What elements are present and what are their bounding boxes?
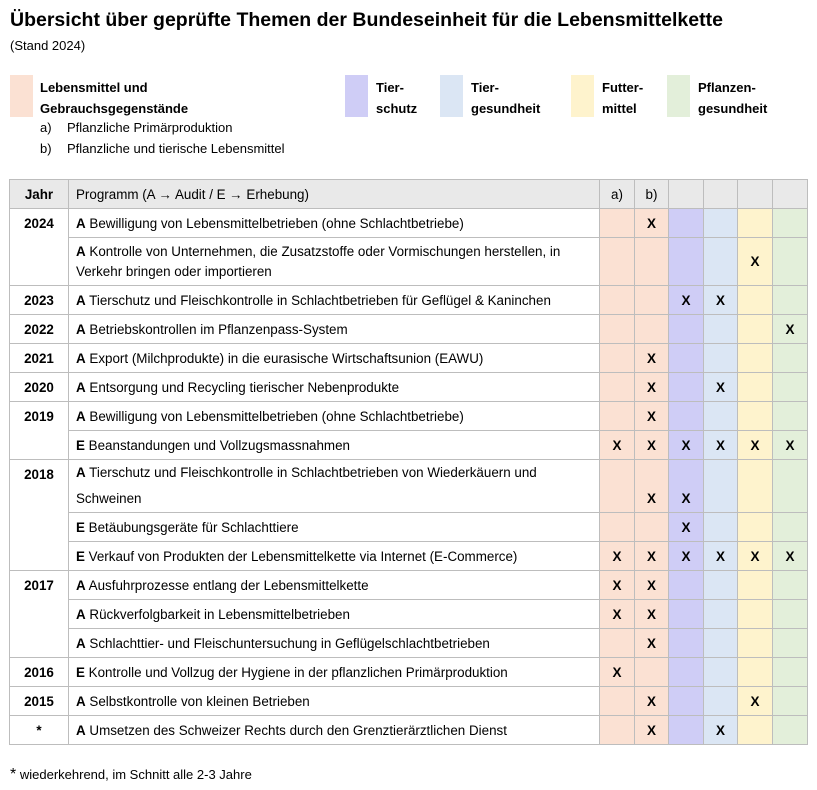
mark-cell: X bbox=[635, 431, 669, 460]
program-cell bbox=[69, 600, 600, 629]
mark-cell: X bbox=[600, 600, 635, 629]
program-text: Selbstkontrolle von kleinen Betrieben bbox=[89, 693, 310, 709]
program-cell bbox=[69, 238, 600, 286]
program-type: A bbox=[76, 292, 86, 308]
program-cell bbox=[69, 315, 600, 344]
programs-table bbox=[9, 179, 808, 745]
legend-label-lebensmittel: Lebensmittel und Gebrauchsgegenstände bbox=[40, 80, 189, 116]
mark-cell bbox=[600, 315, 635, 344]
legend-swatch-tierschutz bbox=[345, 75, 368, 117]
mark-cell: X bbox=[635, 629, 669, 658]
mark-cell: X bbox=[738, 687, 773, 716]
year-cell: 2024 bbox=[10, 209, 69, 286]
table-header-row bbox=[10, 180, 808, 209]
program-text: Tierschutz und Fleischkontrolle in Schlachtbetrieben für Geflügel & Kaninchen bbox=[89, 292, 551, 308]
program-text: Betriebskontrollen im Pflanzenpass-System bbox=[89, 321, 348, 337]
mark-cell: X bbox=[669, 513, 704, 542]
mark-cell bbox=[704, 687, 738, 716]
table-row bbox=[10, 460, 808, 513]
mark-cell: X bbox=[635, 571, 669, 600]
mark-cell bbox=[704, 402, 738, 431]
year-cell: 2017 bbox=[10, 571, 69, 658]
mark-cell bbox=[773, 373, 808, 402]
mark-cell: X bbox=[738, 431, 773, 460]
program-cell bbox=[69, 402, 600, 431]
program-type: A bbox=[76, 465, 86, 480]
mark-cell: X bbox=[738, 238, 773, 286]
program-cell bbox=[69, 658, 600, 687]
mark-cell bbox=[600, 344, 635, 373]
mark-cell: X bbox=[773, 431, 808, 460]
mark-cell: X bbox=[704, 373, 738, 402]
mark-cell bbox=[669, 315, 704, 344]
mark-cell bbox=[773, 209, 808, 238]
mark-cell bbox=[669, 687, 704, 716]
program-text: Kontrolle von Unternehmen, die Zusatzstoffe oder Vormischungen herstellen, in Verkehr bringen oder importieren bbox=[76, 243, 561, 279]
header-program: Programm (A → Audit / E → Erhebung) bbox=[69, 180, 600, 209]
mark-cell bbox=[738, 344, 773, 373]
program-type: A bbox=[76, 577, 86, 593]
year-cell: 2015 bbox=[10, 687, 69, 716]
program-type: A bbox=[76, 606, 86, 622]
program-type: A bbox=[76, 379, 86, 395]
mark-cell bbox=[773, 571, 808, 600]
mark-cell bbox=[635, 315, 669, 344]
table-row bbox=[10, 344, 808, 373]
mark-cell bbox=[669, 402, 704, 431]
mark-cell bbox=[704, 315, 738, 344]
mark-cell: X bbox=[704, 286, 738, 315]
mark-cell bbox=[738, 658, 773, 687]
mark-cell bbox=[669, 373, 704, 402]
program-type: A bbox=[76, 693, 86, 709]
mark-cell bbox=[773, 238, 808, 286]
mark-cell bbox=[738, 716, 773, 745]
table-row bbox=[10, 571, 808, 600]
mark-cell bbox=[600, 286, 635, 315]
program-cell bbox=[69, 209, 600, 238]
table-row bbox=[10, 600, 808, 629]
program-text: Export (Milchprodukte) in die eurasische Wirtschaftsunion (EAWU) bbox=[89, 350, 484, 366]
mark-cell bbox=[738, 402, 773, 431]
mark-cell: X bbox=[635, 542, 669, 571]
legend-sub-item-a: a) Pflanzliche Primärproduktion bbox=[40, 120, 233, 135]
program-cell bbox=[69, 629, 600, 658]
table-row bbox=[10, 431, 808, 460]
footnote: * wiederkehrend, im Schnitt alle 2-3 Jahre bbox=[10, 766, 252, 783]
program-text: Beanstandungen und Vollzugsmassnahmen bbox=[88, 437, 350, 453]
mark-cell bbox=[738, 460, 773, 513]
program-type: E bbox=[76, 519, 85, 535]
program-cell bbox=[69, 687, 600, 716]
program-cell bbox=[69, 542, 600, 571]
mark-cell: X bbox=[600, 571, 635, 600]
mark-cell: X bbox=[635, 344, 669, 373]
mark-cell bbox=[704, 658, 738, 687]
header-col-tiergesundheit bbox=[704, 180, 738, 209]
header-col-b: b) bbox=[635, 180, 669, 209]
program-cell bbox=[69, 513, 600, 542]
year-cell: 2022 bbox=[10, 315, 69, 344]
mark-cell bbox=[704, 629, 738, 658]
mark-cell bbox=[773, 460, 808, 513]
mark-cell bbox=[738, 209, 773, 238]
mark-cell bbox=[738, 571, 773, 600]
header-col-futtermittel bbox=[738, 180, 773, 209]
mark-cell bbox=[600, 629, 635, 658]
program-text: Rückverfolgbarkeit in Lebensmittelbetrieben bbox=[89, 606, 350, 622]
mark-cell bbox=[600, 460, 635, 513]
mark-cell bbox=[635, 658, 669, 687]
mark-cell bbox=[773, 716, 808, 745]
table-row bbox=[10, 209, 808, 238]
mark-cell: X bbox=[635, 460, 669, 513]
legend-label-pflanzengesundheit: Pflanzen- gesundheit bbox=[698, 80, 768, 116]
legend-sub-item-b: b) Pflanzliche und tierische Lebensmittel bbox=[40, 141, 285, 156]
mark-cell: X bbox=[600, 431, 635, 460]
program-type: A bbox=[76, 722, 86, 738]
mark-cell: X bbox=[704, 716, 738, 745]
year-cell: 2021 bbox=[10, 344, 69, 373]
mark-cell: X bbox=[635, 687, 669, 716]
header-year: Jahr bbox=[10, 180, 69, 209]
mark-cell: X bbox=[635, 373, 669, 402]
program-type: A bbox=[76, 243, 86, 259]
mark-cell bbox=[635, 238, 669, 286]
mark-cell bbox=[669, 344, 704, 373]
legend-swatch-futtermittel bbox=[571, 75, 594, 117]
program-text: Kontrolle und Vollzug der Hygiene in der pflanzlichen Primärproduktion bbox=[88, 664, 508, 680]
header-col-tierschutz bbox=[669, 180, 704, 209]
mark-cell bbox=[669, 238, 704, 286]
mark-cell bbox=[669, 571, 704, 600]
legend-label-tierschutz: Tier- schutz bbox=[376, 80, 418, 116]
program-cell bbox=[69, 286, 600, 315]
mark-cell bbox=[635, 513, 669, 542]
legend-swatch-lebensmittel bbox=[10, 75, 33, 117]
mark-cell: X bbox=[669, 460, 704, 513]
mark-cell bbox=[773, 658, 808, 687]
mark-cell bbox=[773, 402, 808, 431]
mark-cell: X bbox=[635, 716, 669, 745]
mark-cell bbox=[704, 513, 738, 542]
mark-cell bbox=[600, 687, 635, 716]
program-text: Umsetzen des Schweizer Rechts durch den Grenztierärztlichen Dienst bbox=[89, 722, 507, 738]
mark-cell bbox=[669, 209, 704, 238]
program-type: A bbox=[76, 321, 86, 337]
program-text: Betäubungsgeräte für Schlachttiere bbox=[88, 519, 299, 535]
mark-cell bbox=[669, 600, 704, 629]
mark-cell bbox=[773, 344, 808, 373]
year-cell: 2020 bbox=[10, 373, 69, 402]
legend-swatch-pflanzengesundheit bbox=[667, 75, 690, 117]
table-row bbox=[10, 542, 808, 571]
program-type: A bbox=[76, 215, 86, 231]
mark-cell bbox=[600, 513, 635, 542]
legend-label-futtermittel: Futter- mittel bbox=[602, 80, 644, 116]
program-cell bbox=[69, 571, 600, 600]
header-col-a: a) bbox=[600, 180, 635, 209]
program-type: E bbox=[76, 664, 85, 680]
program-type: A bbox=[76, 635, 86, 651]
table-row bbox=[10, 687, 808, 716]
mark-cell: X bbox=[669, 542, 704, 571]
program-type: E bbox=[76, 548, 85, 564]
mark-cell bbox=[635, 286, 669, 315]
page-title: Übersicht über geprüfte Themen der Bundeseinheit für die Lebensmittelkette bbox=[10, 9, 723, 31]
program-text: Entsorgung und Recycling tierischer Nebenprodukte bbox=[89, 379, 400, 395]
table-row bbox=[10, 513, 808, 542]
mark-cell bbox=[600, 209, 635, 238]
mark-cell bbox=[669, 658, 704, 687]
program-cell bbox=[69, 716, 600, 745]
table-row bbox=[10, 629, 808, 658]
mark-cell bbox=[738, 629, 773, 658]
legend-label-tiergesundheit: Tier- gesundheit bbox=[471, 80, 541, 116]
mark-cell: X bbox=[635, 209, 669, 238]
mark-cell bbox=[738, 315, 773, 344]
program-text: Bewilligung von Lebensmittelbetrieben (ohne Schlachtbetriebe) bbox=[89, 408, 464, 424]
mark-cell bbox=[704, 209, 738, 238]
mark-cell bbox=[704, 600, 738, 629]
program-text: Schlachttier- und Fleischuntersuchung in Geflügelschlachtbetrieben bbox=[89, 635, 490, 651]
mark-cell bbox=[738, 286, 773, 315]
mark-cell bbox=[600, 238, 635, 286]
program-cell bbox=[69, 344, 600, 373]
page-subtitle: (Stand 2024) bbox=[10, 38, 86, 53]
mark-cell bbox=[773, 687, 808, 716]
mark-cell: X bbox=[704, 542, 738, 571]
mark-cell bbox=[738, 513, 773, 542]
mark-cell: X bbox=[773, 315, 808, 344]
mark-cell: X bbox=[738, 542, 773, 571]
mark-cell bbox=[773, 286, 808, 315]
year-cell: * bbox=[10, 716, 69, 745]
program-text: Verkauf von Produkten der Lebensmittelkette via Internet (E-Commerce) bbox=[88, 548, 518, 564]
mark-cell bbox=[600, 402, 635, 431]
mark-cell bbox=[773, 629, 808, 658]
mark-cell bbox=[704, 571, 738, 600]
program-text: Bewilligung von Lebensmittelbetrieben (ohne Schlachtbetriebe) bbox=[89, 215, 464, 231]
mark-cell: X bbox=[669, 431, 704, 460]
program-type: A bbox=[76, 350, 86, 366]
mark-cell bbox=[738, 373, 773, 402]
program-type: A bbox=[76, 408, 86, 424]
mark-cell: X bbox=[773, 542, 808, 571]
year-cell: 2018 bbox=[10, 460, 69, 571]
mark-cell bbox=[600, 716, 635, 745]
program-cell bbox=[69, 431, 600, 460]
table-row bbox=[10, 402, 808, 431]
mark-cell: X bbox=[635, 600, 669, 629]
table-row bbox=[10, 286, 808, 315]
table-row bbox=[10, 238, 808, 286]
mark-cell: X bbox=[600, 658, 635, 687]
mark-cell bbox=[704, 460, 738, 513]
mark-cell bbox=[773, 513, 808, 542]
table-row bbox=[10, 658, 808, 687]
mark-cell: X bbox=[635, 402, 669, 431]
program-text: Tierschutz und Fleischkontrolle in Schlachtbetrieben von Wiederkäuern und Schweinen bbox=[76, 465, 537, 506]
mark-cell bbox=[669, 716, 704, 745]
program-text: Ausfuhrprozesse entlang der Lebensmittelkette bbox=[88, 577, 369, 593]
mark-cell bbox=[669, 629, 704, 658]
mark-cell: X bbox=[704, 431, 738, 460]
year-cell: 2016 bbox=[10, 658, 69, 687]
table-row bbox=[10, 315, 808, 344]
mark-cell bbox=[738, 600, 773, 629]
mark-cell bbox=[773, 600, 808, 629]
mark-cell bbox=[600, 373, 635, 402]
mark-cell bbox=[704, 238, 738, 286]
table-row bbox=[10, 373, 808, 402]
program-cell bbox=[69, 460, 600, 513]
header-col-pflanzengesundheit bbox=[773, 180, 808, 209]
mark-cell: X bbox=[669, 286, 704, 315]
year-cell: 2023 bbox=[10, 286, 69, 315]
program-type: E bbox=[76, 437, 85, 453]
mark-cell bbox=[704, 344, 738, 373]
program-cell bbox=[69, 373, 600, 402]
year-cell: 2019 bbox=[10, 402, 69, 460]
table-row bbox=[10, 716, 808, 745]
legend-swatch-tiergesundheit bbox=[440, 75, 463, 117]
mark-cell: X bbox=[600, 542, 635, 571]
